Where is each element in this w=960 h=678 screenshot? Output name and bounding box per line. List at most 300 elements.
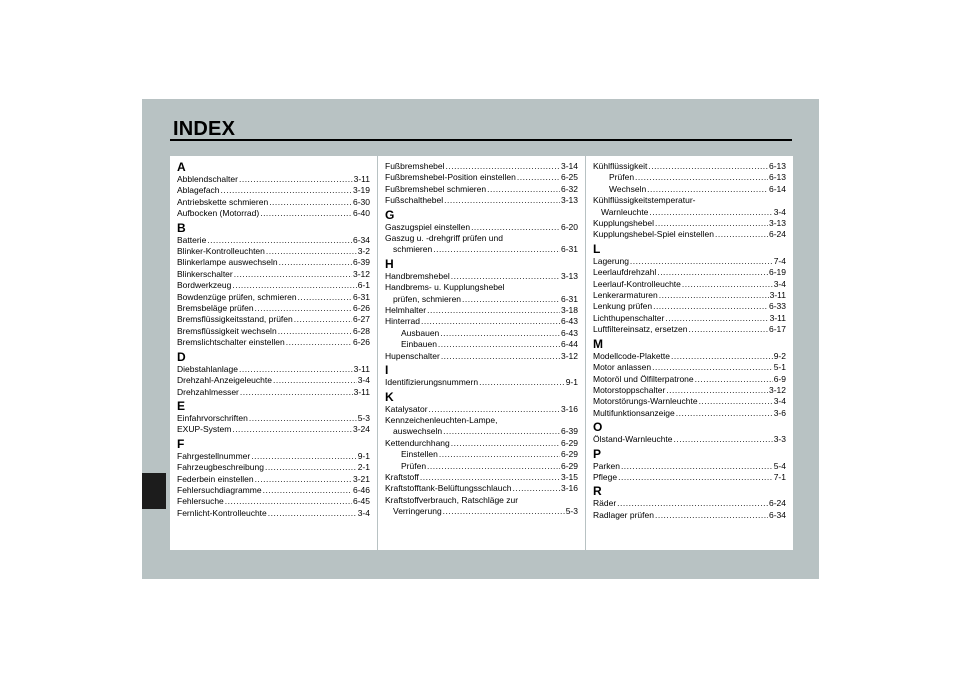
index-entry-term: Diebstahlanlage xyxy=(177,363,238,374)
index-entry-term: Multifunktionsanzeige xyxy=(593,407,675,418)
index-entry[interactable] xyxy=(177,246,370,257)
index-entry[interactable] xyxy=(593,218,786,229)
dot-leader xyxy=(666,385,768,396)
dot-leader xyxy=(251,451,356,462)
index-entry[interactable] xyxy=(177,508,370,519)
index-section-letter: D xyxy=(177,349,186,364)
dot-leader xyxy=(255,303,352,314)
dot-leader xyxy=(298,292,352,303)
index-entry-page: 6-31 xyxy=(560,244,578,255)
dot-leader xyxy=(279,257,352,268)
dot-leader xyxy=(451,438,560,449)
index-entry-page: 3-21 xyxy=(352,473,370,484)
index-entry[interactable] xyxy=(177,185,370,196)
index-entry[interactable] xyxy=(177,235,370,246)
index-entry[interactable] xyxy=(385,506,578,517)
index-entry[interactable] xyxy=(177,303,370,314)
index-entry-term: Prüfen xyxy=(609,172,635,183)
index-entry[interactable] xyxy=(593,161,786,172)
index-entry-term: Bowdenzüge prüfen, schmieren xyxy=(177,291,297,302)
index-entry-page: 5-3 xyxy=(357,412,370,423)
index-entry[interactable] xyxy=(177,269,370,280)
index-entry-page: 5-3 xyxy=(565,506,578,517)
index-entry-term: Motoröl und Ölfilterpatrone xyxy=(593,373,694,384)
index-entry-page: 3-4 xyxy=(357,375,370,386)
index-column-2 xyxy=(378,156,585,550)
index-section-letter: F xyxy=(177,436,185,451)
index-entry[interactable] xyxy=(593,351,786,362)
index-entry[interactable] xyxy=(385,438,578,449)
dot-leader xyxy=(446,161,560,172)
dot-leader xyxy=(655,510,768,521)
dot-leader xyxy=(232,424,352,435)
index-entry[interactable] xyxy=(177,314,370,325)
index-entry-term: Kupplungshebel xyxy=(593,218,654,229)
index-entry-page: 6-44 xyxy=(560,339,578,350)
index-entry-page: 3-16 xyxy=(560,403,578,414)
index-entry[interactable] xyxy=(593,461,786,472)
dot-leader xyxy=(438,339,560,350)
index-entry-continued: Kraftstoffverbrauch, Ratschläge zur xyxy=(385,494,519,505)
index-entry[interactable] xyxy=(385,472,578,483)
dot-leader xyxy=(655,218,768,229)
dot-leader xyxy=(659,290,769,301)
index-entry[interactable] xyxy=(177,280,370,291)
dot-leader xyxy=(207,235,352,246)
index-entry[interactable] xyxy=(177,197,370,208)
page-title: INDEX xyxy=(173,118,236,140)
dot-leader xyxy=(512,483,560,494)
index-entry[interactable] xyxy=(593,498,786,509)
index-entry-term: Bordwerkzeug xyxy=(177,280,232,291)
index-entry-term: Identifizierungsnummern xyxy=(385,377,479,388)
index-entry-continued: Kühlflüssigkeitstemperatur- xyxy=(593,195,696,206)
index-entry-term: Motorstörungs-Warnleuchte xyxy=(593,396,698,407)
index-entry[interactable] xyxy=(593,256,786,267)
index-entry-page: 3-13 xyxy=(560,195,578,206)
index-entry[interactable] xyxy=(385,449,578,460)
index-entry[interactable] xyxy=(593,267,786,278)
index-entry[interactable] xyxy=(593,472,786,483)
index-entry[interactable] xyxy=(385,328,578,339)
index-entry-term: Hupenschalter xyxy=(385,350,440,361)
index-entry-term: Fußbremshebel schmieren xyxy=(385,183,487,194)
index-entry-term: Abblendschalter xyxy=(177,174,238,184)
dot-leader xyxy=(630,256,773,267)
index-entry-term: Einfahrvorschriften xyxy=(177,412,248,423)
index-section-letter: R xyxy=(593,484,602,499)
index-entry-page: 6-24 xyxy=(768,498,786,509)
index-entry[interactable] xyxy=(593,301,786,312)
index-entry[interactable] xyxy=(385,483,578,494)
index-entry-page: 3-2 xyxy=(357,246,370,257)
dot-leader xyxy=(621,461,773,472)
index-entry[interactable] xyxy=(177,375,370,386)
index-entry-term: Wechseln xyxy=(609,183,647,194)
index-entry-page: 6-45 xyxy=(352,496,370,507)
index-entry-term: Fußschalthebel xyxy=(385,195,444,206)
dot-leader xyxy=(269,197,352,208)
index-entry-page: 6-28 xyxy=(352,325,370,336)
index-entry-page: 6-39 xyxy=(352,257,370,268)
index-entry[interactable] xyxy=(385,271,578,282)
index-entry[interactable] xyxy=(177,474,370,485)
index-entry-term: Lenkung prüfen xyxy=(593,301,653,312)
index-entry[interactable] xyxy=(593,385,786,396)
index-entry-page: 3-11 xyxy=(353,386,370,397)
index-entry-page: 6-27 xyxy=(352,314,370,325)
dot-leader xyxy=(239,174,353,185)
dot-leader xyxy=(682,279,773,290)
index-section-letter: A xyxy=(177,160,186,174)
index-entry-page: 9-1 xyxy=(565,377,578,388)
dot-leader xyxy=(286,337,352,348)
index-entry-term: Kraftstofftank-Belüftungsschlauch xyxy=(385,483,512,494)
index-entry-term: Fahrgestellnummer xyxy=(177,450,251,461)
dot-leader xyxy=(676,408,773,419)
index-entry[interactable] xyxy=(593,408,786,419)
index-entry-page: 7-4 xyxy=(773,255,786,266)
index-entry[interactable] xyxy=(177,462,370,473)
index-entry-term: Bremsflüssigkeitsstand, prüfen xyxy=(177,314,293,325)
index-entry[interactable] xyxy=(385,316,578,327)
index-entry-term: Pflege xyxy=(593,471,618,482)
index-entry-page: 3-14 xyxy=(560,161,578,171)
index-entry-term: Leerlauf-Kontrolleuchte xyxy=(593,278,681,289)
dot-leader xyxy=(647,184,768,195)
index-entry-term: Fehlersuche xyxy=(177,496,224,507)
index-entry-page: 7-1 xyxy=(773,471,786,482)
index-entry-page: 6-31 xyxy=(560,293,578,304)
dot-leader xyxy=(479,377,565,388)
index-entry-page: 2-1 xyxy=(357,462,370,473)
index-entry[interactable] xyxy=(177,326,370,337)
index-entry-page: 3-13 xyxy=(560,270,578,281)
index-entry[interactable] xyxy=(177,337,370,348)
title-rule xyxy=(170,139,792,141)
index-section-letter: L xyxy=(593,241,601,256)
index-section-letter: K xyxy=(385,389,394,404)
index-entry-term: Fernlicht-Kontrolleuchte xyxy=(177,507,267,518)
index-entry-page: 3-4 xyxy=(773,278,786,289)
dot-leader xyxy=(715,229,768,240)
index-section-letter: I xyxy=(385,363,389,378)
dot-leader xyxy=(443,426,560,437)
index-entry-page: 6-13 xyxy=(768,161,786,171)
dot-leader xyxy=(225,496,352,507)
index-entry[interactable] xyxy=(593,279,786,290)
index-entry[interactable] xyxy=(593,510,786,521)
dot-leader xyxy=(618,472,773,483)
dot-leader xyxy=(487,184,560,195)
index-entry[interactable] xyxy=(593,374,786,385)
index-entry[interactable] xyxy=(177,485,370,496)
index-entry[interactable] xyxy=(385,161,578,172)
dot-leader xyxy=(278,326,352,337)
index-entry[interactable] xyxy=(385,461,578,472)
index-entry[interactable] xyxy=(593,362,786,373)
index-entry-page: 6-13 xyxy=(768,172,786,183)
index-entry[interactable] xyxy=(593,313,786,324)
index-entry-term: Motorstoppschalter xyxy=(593,384,666,395)
section-tab-marker xyxy=(142,473,166,509)
index-entry-term: Ablagefach xyxy=(177,185,220,196)
index-entry[interactable] xyxy=(385,305,578,316)
index-entry-page: 5-1 xyxy=(773,362,786,373)
index-entry-page: 9-2 xyxy=(773,350,786,361)
dot-leader xyxy=(239,364,353,375)
dot-leader xyxy=(653,301,768,312)
index-entry-page: 6-33 xyxy=(768,301,786,312)
index-entry-term: Aufbocken (Motorrad) xyxy=(177,208,260,219)
index-column-3 xyxy=(586,156,793,550)
index-entry-page: 6-19 xyxy=(768,267,786,278)
index-entry-page: 9-1 xyxy=(357,450,370,461)
index-entry[interactable] xyxy=(177,451,370,462)
index-entry-page: 3-11 xyxy=(353,363,370,374)
index-entry[interactable] xyxy=(593,434,786,445)
index-entry-page: 6-1 xyxy=(357,280,370,291)
dot-leader xyxy=(249,413,357,424)
index-entry[interactable] xyxy=(177,292,370,303)
index-entry-page: 6-26 xyxy=(352,337,370,348)
index-entry-page: 3-16 xyxy=(560,483,578,494)
index-entry-term: Verringerung xyxy=(393,506,442,517)
index-entry-term: Einbauen xyxy=(401,339,437,350)
index-entry-term: Fußbremshebel xyxy=(385,161,445,171)
index-entry-term: Federbein einstellen xyxy=(177,473,254,484)
index-entry-term: Fahrzeugbeschreibung xyxy=(177,462,264,473)
index-entry-continued: Handbrems- u. Kupplungshebel xyxy=(385,282,505,293)
index-entry-page: 6-26 xyxy=(352,303,370,314)
index-entry[interactable] xyxy=(593,172,786,183)
index-entry-page: 3-13 xyxy=(768,218,786,229)
index-entry-term: Lagerung xyxy=(593,255,629,266)
index-entry-term: Fußbremshebel-Position einstellen xyxy=(385,172,516,183)
index-entry-page: 6-40 xyxy=(352,208,370,219)
dot-leader xyxy=(221,185,352,196)
dot-leader xyxy=(695,374,773,385)
index-entry-term: prüfen, schmieren xyxy=(393,293,462,304)
dot-leader xyxy=(232,280,356,291)
index-entry-page: 6-29 xyxy=(560,437,578,448)
dot-leader xyxy=(671,351,773,362)
index-entry-term: Motor anlassen xyxy=(593,362,652,373)
index-entry-term: Einstellen xyxy=(401,449,438,460)
index-entry-term: EXUP-System xyxy=(177,424,232,435)
dot-leader xyxy=(266,246,357,257)
index-entry[interactable] xyxy=(593,396,786,407)
index-entry-page: 6-39 xyxy=(560,426,578,437)
dot-leader xyxy=(451,271,560,282)
dot-leader xyxy=(635,172,768,183)
index-entry-page: 6-20 xyxy=(560,221,578,232)
index-entry-page: 6-46 xyxy=(352,484,370,495)
index-entry-page: 6-14 xyxy=(768,183,786,194)
index-entry-term: Fehlersuchdiagramme xyxy=(177,484,262,495)
index-entry-page: 3-4 xyxy=(357,507,370,518)
index-entry-term: Kettendurchhang xyxy=(385,437,450,448)
index-entry[interactable] xyxy=(385,294,578,305)
index-entry[interactable] xyxy=(385,244,578,255)
index-entry[interactable] xyxy=(593,324,786,335)
index-column-1 xyxy=(170,156,377,550)
dot-leader xyxy=(273,375,357,386)
index-entry[interactable] xyxy=(385,172,578,183)
dot-leader xyxy=(429,404,560,415)
dot-leader xyxy=(265,462,357,473)
index-entry-term: Leerlaufdrehzahl xyxy=(593,267,657,278)
index-entry-term: Luftfiltereinsatz, ersetzen xyxy=(593,324,688,335)
index-entry-page: 3-11 xyxy=(353,174,370,184)
index-entry-term: Helmhalter xyxy=(385,305,427,316)
index-entry-term: Blinkerlampe auswechseln xyxy=(177,257,278,268)
index-entry[interactable] xyxy=(177,364,370,375)
index-section-letter: P xyxy=(593,446,602,461)
index-entry[interactable] xyxy=(385,404,578,415)
dot-leader xyxy=(699,396,773,407)
index-section-letter: M xyxy=(593,336,603,351)
dot-leader xyxy=(617,498,768,509)
dot-leader xyxy=(268,508,357,519)
dot-leader xyxy=(439,449,560,460)
index-entry[interactable] xyxy=(385,195,578,206)
index-entry[interactable] xyxy=(385,377,578,388)
index-entry-page: 6-29 xyxy=(560,460,578,471)
dot-leader xyxy=(427,461,560,472)
index-section-letter: O xyxy=(593,420,603,435)
index-entry-page: 3-11 xyxy=(769,290,786,301)
index-entry-term: Warnleuchte xyxy=(601,206,649,217)
dot-leader xyxy=(421,316,560,327)
index-entry-term: schmieren xyxy=(393,244,433,255)
dot-leader xyxy=(648,161,768,172)
index-entry[interactable] xyxy=(593,207,786,218)
index-entry-page: 5-4 xyxy=(773,460,786,471)
index-entry-page: 6-30 xyxy=(352,196,370,207)
dot-leader xyxy=(444,195,560,206)
index-entry[interactable] xyxy=(385,426,578,437)
index-entry[interactable] xyxy=(177,174,370,185)
index-entry-term: Kühlflüssigkeit xyxy=(593,161,648,171)
index-entry-page: 3-12 xyxy=(352,268,370,279)
index-entry-page: 3-19 xyxy=(352,185,370,196)
index-entry-term: Kraftstoff xyxy=(385,471,419,482)
index-entry-page: 6-31 xyxy=(352,291,370,302)
index-entry-page: 6-34 xyxy=(352,234,370,245)
index-entry-term: Parken xyxy=(593,460,620,471)
dot-leader xyxy=(263,485,352,496)
index-entry[interactable] xyxy=(177,387,370,398)
index-entry-term: Antriebskette schmieren xyxy=(177,196,269,207)
index-entry[interactable] xyxy=(593,184,786,195)
index-entry-term: Blinker-Kontrolleuchten xyxy=(177,246,265,257)
index-entry-page: 6-29 xyxy=(560,449,578,460)
index-entry[interactable] xyxy=(593,229,786,240)
index-entry[interactable] xyxy=(177,208,370,219)
index-entry-term: Bremslichtschalter einstellen xyxy=(177,337,285,348)
index-section-letter: G xyxy=(385,207,395,222)
index-entry-term: Handbremshebel xyxy=(385,270,450,281)
index-entry-term: Lenkerarmaturen xyxy=(593,290,658,301)
dot-leader xyxy=(440,328,560,339)
dot-leader xyxy=(255,474,352,485)
dot-leader xyxy=(234,269,352,280)
dot-leader xyxy=(420,472,560,483)
index-entry-page: 6-32 xyxy=(560,183,578,194)
index-section-letter: H xyxy=(385,256,394,271)
index-entry[interactable] xyxy=(177,496,370,507)
index-entry-term: Ausbauen xyxy=(401,327,440,338)
dot-leader xyxy=(649,207,772,218)
index-entry[interactable] xyxy=(177,424,370,435)
dot-leader xyxy=(240,387,353,398)
index-entry-page: 6-43 xyxy=(560,327,578,338)
index-entry[interactable] xyxy=(385,184,578,195)
index-entry-term: Gaszugspiel einstellen xyxy=(385,221,471,232)
index-entry-term: Blinkerschalter xyxy=(177,268,233,279)
index-entry-page: 6-43 xyxy=(560,316,578,327)
index-entry-page: 3-4 xyxy=(773,206,786,217)
index-entry[interactable] xyxy=(385,339,578,350)
index-entry-continued: Gaszug u. -drehgriff prüfen und xyxy=(385,233,503,244)
index-entry-term: Batterie xyxy=(177,234,207,245)
index-entry-page: 3-3 xyxy=(773,434,786,445)
index-entry-term: Drehzahl-Anzeigeleuchte xyxy=(177,375,272,386)
dot-leader xyxy=(441,351,560,362)
dot-leader xyxy=(462,294,560,305)
index-entry-page: 3-12 xyxy=(560,350,578,361)
index-entry-term: Bremsflüssigkeit wechseln xyxy=(177,325,277,336)
index-entry[interactable] xyxy=(593,290,786,301)
index-entry-term: Katalysator xyxy=(385,403,428,414)
index-entry-page: 6-34 xyxy=(768,509,786,520)
index-entry[interactable] xyxy=(177,257,370,268)
dot-leader xyxy=(443,506,565,517)
index-entry-page: 3-4 xyxy=(773,396,786,407)
index-entry[interactable] xyxy=(385,351,578,362)
index-entry-term: Ölstand-Warnleuchte xyxy=(593,434,673,445)
dot-leader xyxy=(260,208,352,219)
index-entry-term: Lichthupenschalter xyxy=(593,312,665,323)
index-entry-page: 3-6 xyxy=(773,407,786,418)
dot-leader xyxy=(652,362,773,373)
index-entry-term: Prüfen xyxy=(401,460,427,471)
index-entry-term: auswechseln xyxy=(393,426,443,437)
index-entry-page: 3-11 xyxy=(769,312,786,323)
index-entry-term: Räder xyxy=(593,498,617,509)
index-entry-term: Kupplungshebel-Spiel einstellen xyxy=(593,229,714,240)
dot-leader xyxy=(433,244,560,255)
index-entry-page: 3-24 xyxy=(352,424,370,435)
index-entry-page: 3-18 xyxy=(560,305,578,316)
index-entry-term: Hinterrad xyxy=(385,316,420,327)
index-entry-page: 6-24 xyxy=(768,229,786,240)
index-entry-term: Drehzahlmesser xyxy=(177,386,239,397)
index-entry-term: Modellcode-Plakette xyxy=(593,350,671,361)
index-entry-term: Radlager prüfen xyxy=(593,509,654,520)
index-entry[interactable] xyxy=(385,222,578,233)
index-entry-term: Bremsbeläge prüfen xyxy=(177,303,254,314)
dot-leader xyxy=(471,222,560,233)
dot-leader xyxy=(657,267,768,278)
dot-leader xyxy=(674,434,773,445)
index-entry[interactable] xyxy=(177,413,370,424)
dot-leader xyxy=(294,314,352,325)
index-section-letter: E xyxy=(177,398,186,413)
index-entry-page: 6-9 xyxy=(773,373,786,384)
dot-leader xyxy=(665,313,768,324)
